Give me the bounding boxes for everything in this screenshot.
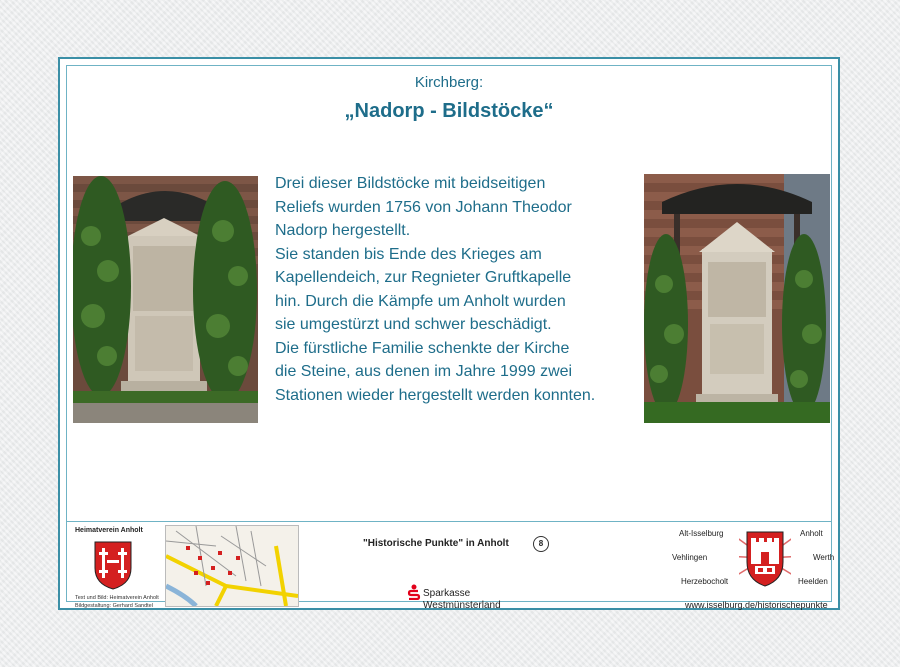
location-map	[165, 525, 299, 607]
description-line: Kapellendeich, zur Regnieter Gruftkapelle	[275, 269, 572, 286]
description-line: die Steine, aus denen im Jahre 1999 zwei	[275, 363, 573, 380]
description-line: Nadorp hergestellt.	[275, 222, 411, 239]
footer-divider	[67, 521, 831, 522]
point-number-badge: 8	[533, 536, 549, 552]
wayside-shrine-photo-left	[73, 176, 258, 423]
description-line: Stationen wieder hergestellt werden konnten.	[275, 386, 596, 404]
description-line: Reliefs wurden 1756 von Johann Theodor	[275, 198, 572, 216]
description-line: sie umgestürzt und schwer beschädigt.	[275, 316, 552, 333]
sponsor-line-2: Westmünsterland	[423, 600, 501, 611]
credit-text: Text und Bild: Heimatverein Anholt	[75, 595, 159, 601]
sparkasse-logo-icon	[407, 584, 421, 600]
description-line: Die fürstliche Familie schenkte der Kirche	[275, 339, 570, 357]
isselburg-crest-icon	[739, 528, 791, 595]
place-heelden: Heelden	[798, 577, 828, 586]
description-text	[275, 172, 655, 407]
place-anholt: Anholt	[800, 529, 823, 538]
description-line: hin. Durch die Kämpfe um Anholt wurden	[275, 292, 566, 310]
club-name: Heimatverein Anholt	[75, 527, 143, 534]
description-line: Drei dieser Bildstöcke mit beidseitigen	[275, 175, 546, 192]
credit-design: Bildgestaltung: Gerhard Sandtel	[75, 603, 153, 609]
page-title: „Nadorp - Bildstöcke“	[344, 100, 554, 122]
wayside-shrine-photo-right	[644, 174, 830, 423]
place-alt-isselburg: Alt-Isselburg	[679, 529, 724, 538]
poster-frame	[58, 57, 840, 610]
sponsor-line-1: Sparkasse	[423, 588, 471, 599]
club-crest-icon	[93, 540, 133, 595]
place-herzebocholt: Herzebocholt	[681, 577, 729, 586]
location-subtitle: Kirchberg:	[414, 74, 484, 91]
description-line: Sie standen bis Ende des Krieges am	[275, 245, 542, 263]
place-vehlingen: Vehlingen	[672, 553, 708, 562]
poster-inner-frame	[66, 65, 835, 611]
website-url: www.isselburg.de/historischepunkte	[685, 600, 828, 610]
series-title: "Historische Punkte" in Anholt	[363, 538, 509, 549]
place-werth: Werth	[813, 553, 835, 562]
